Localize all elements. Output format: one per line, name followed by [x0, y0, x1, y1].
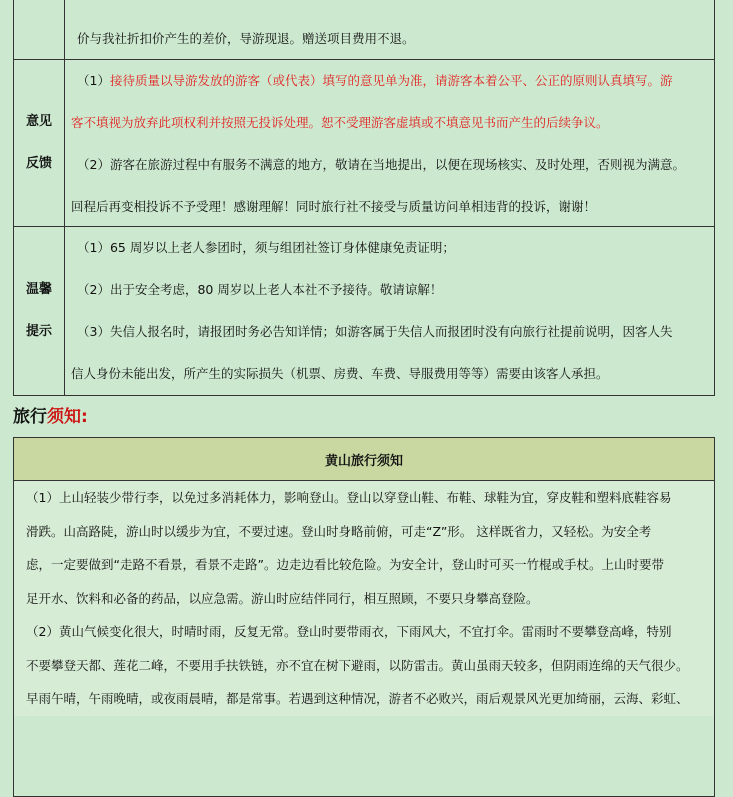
feedback-content-cell: [65, 60, 714, 226]
table-row-tips: [14, 227, 714, 395]
tips-label-line-2: 提示: [25, 324, 52, 339]
feedback-line-1: [71, 60, 705, 102]
notice-body: [14, 481, 714, 716]
tips-label-cell: [14, 227, 65, 395]
feedback-line-2: [71, 102, 705, 144]
table-row-feedback: [14, 60, 714, 227]
tips-line-3: （3）失信人报名时，请报团时务必告知详情；如游客属于失信人而报团时没有向旅行社提前说明，因客人失: [77, 324, 673, 339]
tips-label-line-1: 温馨: [25, 282, 52, 297]
feedback-label-line-2: 反馈: [25, 156, 52, 171]
feedback-line-1-prefix: （1）: [77, 73, 110, 88]
tips-line-2: （2）出于安全考虑，80 周岁以上老人本社不予接待。敬请谅解！: [77, 282, 443, 297]
notice-line: 足开水、饮料和必备的药品，以应急需。游山时应结伴同行，相互照顾，不要只身攀高登险。: [26, 590, 539, 606]
row-text: 价与我社折扣价产生的差价，导游现退。赠送项目费用不退。: [77, 31, 415, 46]
notice-line: （2）黄山气候变化很大，时晴时雨，反复无常。登山时要带雨衣，下雨风大，不宜打伞。雷雨时不要攀登高峰，特别: [26, 624, 672, 639]
feedback-label-line-1: 意见: [25, 114, 52, 129]
section-title-black: 旅行: [13, 407, 47, 427]
tips-line-1: （1）65 周岁以上老人参团时，须与组团社签订身体健康免责证明；: [77, 240, 455, 255]
feedback-line-4: 回程后再变相投诉不予受理！感谢理解！同时旅行社不接受与质量访问单相违背的投诉，谢谢！: [71, 199, 597, 214]
table-row: [14, 0, 714, 60]
notice-line: （1）上山轻装少带行李，以免过多消耗体力，影响登山。登山以穿登山鞋、布鞋、球鞋为宜，穿皮鞋和塑料底鞋容易: [26, 490, 672, 505]
notice-header: [14, 438, 714, 481]
tips-line-4: 信人身份未能出发，所产生的实际损失（机票、房费、车费、导服费用等等）需要由该客人承担。: [71, 366, 609, 381]
notice-line: 早雨午晴，午雨晚晴，或夜雨晨晴，都是常事。若遇到这种情况，游者不必败兴，雨后观景风光更加绮丽，云海、彩虹、: [26, 691, 689, 706]
notice-header-text: 黄山旅行须知: [324, 453, 403, 469]
feedback-line-3: （2）游客在旅游过程中有服务不满意的地方，敬请在当地提出，以便在现场核实、及时处理，否则视为满意。: [77, 157, 685, 172]
notice-line: 虑，一定要做到“走路不看景，看景不走路”。边走边看比较危险。为安全计，登山时可买一竹棍或手杖。上山时要带: [26, 557, 664, 572]
section-title: [13, 403, 88, 431]
feedback-line-2-red: 客不填视为放弃此项权利并按照无投诉处理。恕不受理游客虚填或不填意见书而产生的后续争议。: [71, 115, 609, 130]
feedback-line-1-red: 接待质量以导游发放的游客（或代表）填写的意见单为准，请游客本着公平、公正的原则认真填写。游: [109, 73, 673, 88]
notice-line: 不要攀登天都、莲花二峰，不要用手扶铁链，亦不宜在树下避雨，以防雷击。黄山虽雨天较多，但阴雨连绵的天气很少。: [26, 657, 689, 673]
notice-line: 滑跌。山高路陡，游山时以缓步为宜，不要过速。登山时身略前俯，可走“Z”形。 这样既省力，又轻松。为安全考: [26, 523, 652, 539]
tips-content-cell: [65, 227, 714, 395]
section-title-red: 须知:: [47, 407, 88, 427]
row-content-cell: [65, 0, 714, 59]
row-label-cell: [14, 0, 65, 59]
feedback-label-cell: [14, 60, 65, 226]
policy-table: [13, 0, 715, 396]
travel-notice-table: [13, 437, 715, 797]
